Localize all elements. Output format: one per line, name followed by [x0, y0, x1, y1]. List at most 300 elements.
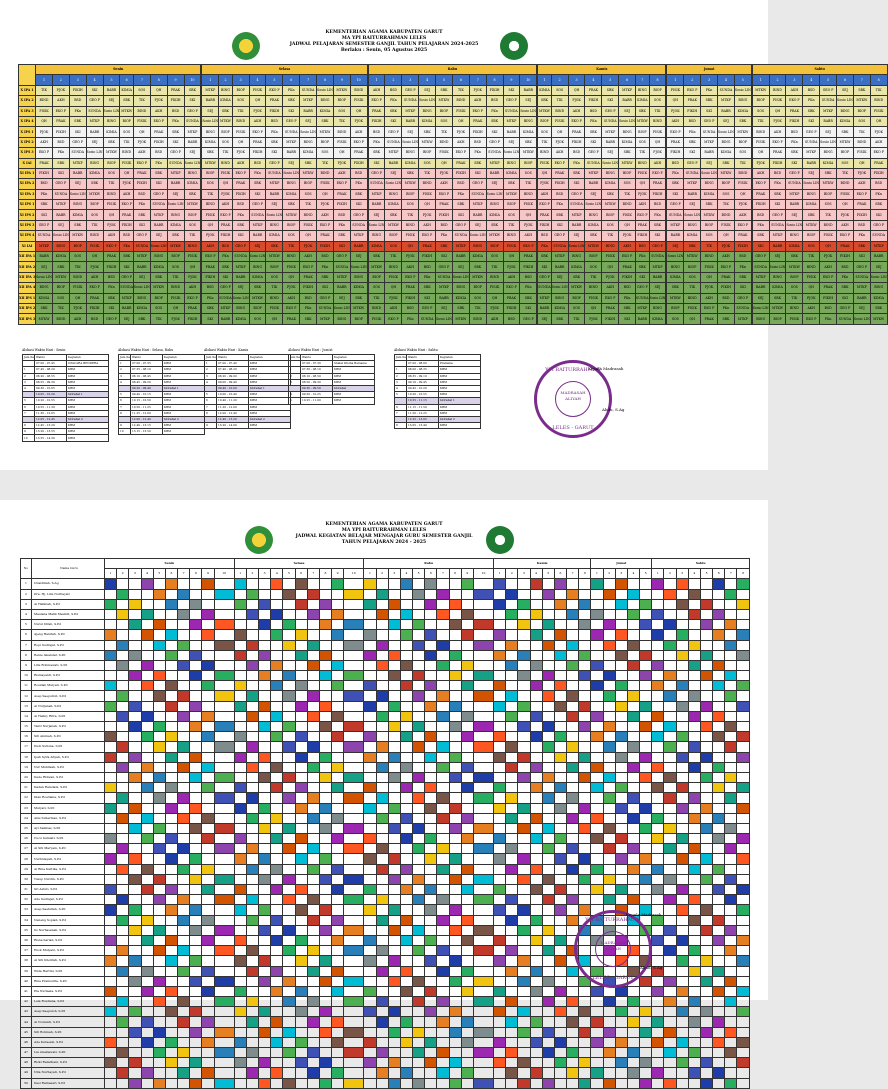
- teaching-slot: [202, 762, 214, 772]
- teaching-slot: [234, 966, 246, 976]
- teaching-slot: [725, 650, 737, 660]
- subject-cell: SBK: [266, 241, 283, 251]
- teaching-slot: [117, 905, 129, 915]
- teaching-slot: [246, 885, 258, 895]
- teaching-slot: [117, 711, 129, 721]
- subject-cell: SBK: [385, 106, 402, 116]
- subject-cell: BING: [333, 314, 350, 324]
- subject-cell: MTKW: [538, 106, 552, 116]
- subject-cell: EKO P: [436, 189, 453, 199]
- teaching-slot: [652, 620, 664, 630]
- teaching-slot: [259, 956, 271, 966]
- teaching-slot: [332, 711, 344, 721]
- subject-cell: BSD: [551, 189, 568, 199]
- teaching-slot: [202, 1037, 214, 1047]
- teaching-slot: [425, 1017, 437, 1027]
- teaching-slot: [494, 1048, 506, 1058]
- teaching-slot: [688, 956, 700, 966]
- teaching-slot: [332, 946, 344, 956]
- subject-cell: BIOP: [202, 168, 219, 178]
- teaching-slot: [554, 671, 566, 681]
- subject-cell: Sosio LIN: [436, 314, 453, 324]
- teaching-slot: [190, 966, 202, 976]
- teaching-slot: [530, 589, 542, 599]
- teaching-slot: [530, 986, 542, 996]
- subject-cell: PRAK: [300, 272, 317, 282]
- teaching-slot: [461, 834, 473, 844]
- teaching-slot: [105, 722, 117, 732]
- period-number: 2: [246, 569, 258, 579]
- teaching-slot: [307, 834, 319, 844]
- teaching-slot: [676, 1078, 688, 1088]
- teaching-slot: [117, 772, 129, 782]
- teaching-slot: [400, 1068, 412, 1078]
- teaching-slot: [117, 946, 129, 956]
- teaching-slot: [494, 956, 506, 966]
- teaching-slot: [473, 630, 493, 640]
- teaching-slot: [364, 671, 376, 681]
- subject-cell: Sosio LIN: [701, 168, 718, 178]
- teaching-slot: [190, 844, 202, 854]
- teacher-row: [21, 793, 750, 803]
- teaching-slot: [688, 589, 700, 599]
- teaching-slot: [153, 783, 165, 793]
- teaching-slot: [473, 1058, 493, 1068]
- teaching-slot: [178, 609, 190, 619]
- teaching-slot: [725, 609, 737, 619]
- subject-cell: QH: [232, 137, 249, 147]
- teaching-slot: [449, 976, 461, 986]
- teaching-slot: [283, 885, 295, 895]
- teaching-slot: [700, 1078, 712, 1088]
- subject-cell: BIOP: [219, 127, 233, 137]
- subject-cell: BIOP: [150, 293, 167, 303]
- teaching-slot: [676, 823, 688, 833]
- teaching-slot: [376, 925, 388, 935]
- teaching-slot: [449, 986, 461, 996]
- teaching-slot: [117, 609, 129, 619]
- teaching-slot: [246, 752, 258, 762]
- subject-cell: FISIK: [503, 241, 520, 251]
- time-table-cell: 10.25 - 11.00: [301, 398, 333, 404]
- subject-cell: Sosio LIN: [419, 96, 436, 106]
- teacher-name: Anis Suherman, S.Pd: [32, 813, 105, 823]
- teaching-slot: [307, 671, 319, 681]
- time-table-cell: 2: [395, 373, 407, 379]
- subject-cell: BIND: [585, 283, 602, 293]
- teaching-slot: [332, 772, 344, 782]
- teaching-slot: [449, 1017, 461, 1027]
- teacher-name: Ade Sudrajat, S.Pd: [32, 895, 105, 905]
- teaching-slot: [603, 997, 615, 1007]
- subject-cell: PRAK: [568, 127, 585, 137]
- teaching-slot: [737, 630, 750, 640]
- teaching-slot: [473, 589, 493, 599]
- teaching-slot: [615, 609, 627, 619]
- subject-cell: EKO P: [649, 168, 666, 178]
- teaching-slot: [676, 864, 688, 874]
- teaching-slot: [554, 650, 566, 660]
- teaching-slot: [737, 609, 750, 619]
- teaching-slot: [530, 691, 542, 701]
- subject-cell: QH: [184, 262, 201, 272]
- teaching-slot: [105, 783, 117, 793]
- teaching-slot: [129, 1078, 141, 1088]
- teaching-slot: [627, 599, 639, 609]
- teaching-slot: [640, 579, 652, 589]
- subject-cell: MTKW: [786, 262, 803, 272]
- day-header: Jumat: [591, 559, 652, 569]
- teacher-name: Lia Ameliawati, S.Pd: [32, 1048, 105, 1058]
- subject-cell: PKn: [585, 116, 602, 126]
- subject-cell: MTKP: [602, 127, 619, 137]
- teaching-slot: [271, 681, 283, 691]
- teaching-slot: [129, 650, 141, 660]
- subject-cell: FISIK: [368, 314, 385, 324]
- teaching-slot: [332, 864, 344, 874]
- teaching-slot: [388, 640, 400, 650]
- teaching-slot: [105, 1007, 117, 1017]
- subject-cell: PJOK: [283, 283, 300, 293]
- subject-cell: PKn: [317, 262, 334, 272]
- subject-cell: BING: [769, 272, 786, 282]
- subject-cell: MTKW: [184, 200, 201, 210]
- teaching-slot: [117, 671, 129, 681]
- teaching-slot: [506, 986, 518, 996]
- subject-cell: TIK: [300, 200, 317, 210]
- time-table-header: Waktu: [35, 355, 67, 361]
- subject-cell: GEO P: [317, 293, 334, 303]
- teaching-slot: [141, 711, 153, 721]
- teaching-slot: [400, 946, 412, 956]
- teaching-slot: [700, 691, 712, 701]
- teaching-slot: [271, 905, 283, 915]
- teaching-slot: [737, 1017, 750, 1027]
- teaching-slot: [664, 1078, 676, 1088]
- subject-cell: Sosio LIN: [300, 127, 317, 137]
- teacher-row: [21, 834, 750, 844]
- subject-cell: PKn: [486, 106, 503, 116]
- teaching-slot: [307, 783, 319, 793]
- teaching-slot: [129, 772, 141, 782]
- teaching-slot: [190, 1027, 202, 1037]
- teacher-number: 45: [21, 1027, 32, 1037]
- teaching-slot: [271, 966, 283, 976]
- teaching-slot: [425, 905, 437, 915]
- subject-cell: SKI: [86, 85, 103, 95]
- teaching-slot: [388, 599, 400, 609]
- period-number: 3: [701, 75, 718, 85]
- subject-cell: BABR: [368, 200, 385, 210]
- teaching-slot: [413, 793, 425, 803]
- subject-cell: MTKW: [402, 179, 419, 189]
- subject-cell: BING: [167, 210, 184, 220]
- subject-cell: BIND: [69, 272, 86, 282]
- teaching-slot: [259, 834, 271, 844]
- teaching-slot: [530, 681, 542, 691]
- teaching-slot: [567, 772, 579, 782]
- teaching-slot: [234, 752, 246, 762]
- teaching-slot: [494, 793, 506, 803]
- teaching-slot: [165, 793, 177, 803]
- teaching-slot: [271, 823, 283, 833]
- teaching-slot: [473, 599, 493, 609]
- teaching-slot: [554, 660, 566, 670]
- subject-cell: AKH: [402, 262, 419, 272]
- teaching-slot: [627, 986, 639, 996]
- teaching-slot: [319, 885, 331, 895]
- subject-cell: PRAK: [436, 200, 453, 210]
- signature2-name: Abdu, S.Ag: [640, 965, 663, 970]
- class-name: XII IPS 2: [19, 303, 36, 313]
- teaching-slot: [413, 834, 425, 844]
- subject-cell: SEJ: [452, 262, 469, 272]
- teaching-slot: [105, 640, 117, 650]
- teaching-slot: [178, 844, 190, 854]
- period-number: 2: [52, 75, 69, 85]
- teaching-slot: [425, 997, 437, 1007]
- teaching-slot: [737, 997, 750, 1007]
- teaching-slot: [652, 1027, 664, 1037]
- teaching-slot: [425, 742, 437, 752]
- subject-cell: MTKP: [786, 189, 803, 199]
- time-table-cell: 07.30 - 08.10: [301, 367, 333, 373]
- teaching-slot: [234, 1048, 246, 1058]
- teaching-slot: [579, 1027, 591, 1037]
- teaching-slot: [652, 589, 664, 599]
- teaching-slot: [129, 915, 141, 925]
- teaching-slot: [105, 803, 117, 813]
- teaching-slot: [627, 803, 639, 813]
- teaching-slot: [105, 579, 117, 589]
- teaching-slot: [141, 599, 153, 609]
- teaching-slot: [554, 579, 566, 589]
- subject-cell: PJOK: [538, 179, 552, 189]
- teaching-slot: [165, 946, 177, 956]
- teaching-slot: [178, 854, 190, 864]
- time-table-cell: KBM: [439, 373, 481, 379]
- teacher-name: Cucu Sumiati, S.Pd: [32, 834, 105, 844]
- teaching-slot: [449, 1058, 461, 1068]
- teaching-slot: [518, 671, 530, 681]
- subject-cell: BIND: [769, 85, 786, 95]
- subject-cell: MTKW: [249, 293, 266, 303]
- teaching-slot: [542, 609, 554, 619]
- teaching-slot: [319, 823, 331, 833]
- teaching-slot: [413, 630, 425, 640]
- teaching-slot: [664, 834, 676, 844]
- subject-cell: SKI: [452, 210, 469, 220]
- subject-cell: EKO P: [283, 303, 300, 313]
- teaching-slot: [141, 620, 153, 630]
- teacher-name: Dadan Ramdani, S.Pd: [32, 783, 105, 793]
- teaching-slot: [190, 976, 202, 986]
- teaching-slot: [461, 803, 473, 813]
- subject-cell: BIND: [419, 179, 436, 189]
- teaching-slot: [129, 976, 141, 986]
- teaching-slot: [129, 864, 141, 874]
- teaching-slot: [141, 1068, 153, 1078]
- subject-cell: SEJ: [585, 189, 602, 199]
- subject-cell: FIKIH: [452, 168, 469, 178]
- teaching-slot: [344, 935, 364, 945]
- subject-cell: FIKIH: [202, 272, 219, 282]
- subject-cell: MTKP: [469, 200, 486, 210]
- time-table-cell: 8: [205, 410, 217, 416]
- teaching-slot: [437, 691, 449, 701]
- time-table-cell: 1: [289, 367, 301, 373]
- teaching-slot: [603, 762, 615, 772]
- class-row: [19, 168, 888, 178]
- time-table-cell: 1: [395, 367, 407, 373]
- teaching-slot: [579, 589, 591, 599]
- teaching-slot: [178, 1048, 190, 1058]
- teaching-slot: [676, 915, 688, 925]
- teaching-slot: [676, 946, 688, 956]
- teaching-slot: [283, 997, 295, 1007]
- teaching-slot: [461, 599, 473, 609]
- subject-cell: SOS: [120, 127, 134, 137]
- teaching-slot: [332, 1017, 344, 1027]
- teaching-slot: [332, 732, 344, 742]
- teaching-slot: [473, 956, 493, 966]
- teaching-slot: [117, 925, 129, 935]
- subject-cell: BABR: [769, 241, 786, 251]
- subject-cell: PJOK: [769, 116, 786, 126]
- teaching-slot: [554, 823, 566, 833]
- class-row: [19, 231, 888, 241]
- subject-cell: SBK: [368, 252, 385, 262]
- teaching-slot: [259, 742, 271, 752]
- subject-cell: SUNDA: [734, 303, 751, 313]
- period-number: 7: [725, 569, 737, 579]
- teaching-slot: [259, 1068, 271, 1078]
- teaching-slot: [283, 589, 295, 599]
- teaching-slot: [425, 671, 437, 681]
- subject-cell: BIND: [167, 283, 184, 293]
- teaching-slot: [283, 1007, 295, 1017]
- subject-cell: QH: [870, 116, 887, 126]
- teaching-slot: [178, 671, 190, 681]
- subject-cell: GEO P: [803, 127, 820, 137]
- subject-cell: QH: [649, 137, 666, 147]
- teaching-slot: [567, 986, 579, 996]
- subject-cell: FIKIH: [649, 189, 666, 199]
- teaching-slot: [640, 783, 652, 793]
- teaching-slot: [376, 823, 388, 833]
- subject-cell: MTKP: [701, 137, 718, 147]
- teaching-slot: [246, 1048, 258, 1058]
- period-number: 6: [713, 569, 725, 579]
- subject-cell: PRAK: [837, 241, 854, 251]
- teaching-slot: [295, 885, 307, 895]
- subject-cell: BIOP: [520, 158, 537, 168]
- subject-cell: KIMIA: [667, 272, 684, 282]
- teaching-slot: [376, 885, 388, 895]
- teaching-slot: [688, 864, 700, 874]
- teaching-slot: [449, 762, 461, 772]
- subject-cell: TIK: [133, 96, 150, 106]
- teaching-slot: [105, 660, 117, 670]
- subject-cell: SEJ: [568, 231, 585, 241]
- teaching-slot: [700, 834, 712, 844]
- teaching-slot: [202, 630, 214, 640]
- teaching-slot: [713, 1037, 725, 1047]
- teaching-slot: [202, 599, 214, 609]
- teaching-slot: [319, 976, 331, 986]
- teaching-slot: [307, 762, 319, 772]
- subject-cell: MTKP: [486, 158, 503, 168]
- time-table-cell: 3: [289, 379, 301, 385]
- time-table-cell: KBM: [249, 404, 291, 410]
- teaching-slot: [518, 874, 530, 884]
- time-table-cell: KBM: [163, 404, 205, 410]
- teaching-slot: [713, 772, 725, 782]
- time-table-cell: KBM: [439, 392, 481, 398]
- subject-cell: TIK: [619, 189, 636, 199]
- teaching-slot: [283, 956, 295, 966]
- teaching-slot: [376, 997, 388, 1007]
- subject-cell: BIOP: [837, 148, 854, 158]
- teaching-slot: [153, 854, 165, 864]
- subject-cell: FISIK: [452, 106, 469, 116]
- teaching-slot: [676, 793, 688, 803]
- subject-cell: EKO P: [853, 189, 870, 199]
- teaching-slot: [105, 1017, 117, 1027]
- subject-cell: PKn: [283, 85, 300, 95]
- teaching-slot: [425, 1068, 437, 1078]
- teaching-slot: [413, 1068, 425, 1078]
- teaching-slot: [129, 925, 141, 935]
- teaching-slot: [506, 823, 518, 833]
- teaching-slot: [283, 854, 295, 864]
- subject-cell: QH: [86, 252, 103, 262]
- period-number: 2: [506, 569, 518, 579]
- teaching-slot: [178, 589, 190, 599]
- period-number: 3: [568, 75, 585, 85]
- teaching-slot: [725, 803, 737, 813]
- teaching-slot: [295, 732, 307, 742]
- teaching-slot: [141, 915, 153, 925]
- teaching-slot: [153, 844, 165, 854]
- subject-cell: KIMIA: [786, 241, 803, 251]
- subject-cell: GEO P: [585, 148, 602, 158]
- teaching-slot: [700, 793, 712, 803]
- teaching-slot: [105, 671, 117, 681]
- subject-cell: MTKW: [385, 220, 402, 230]
- subject-cell: BIND: [266, 293, 283, 303]
- subject-cell: MTKW: [803, 220, 820, 230]
- teaching-slot: [153, 579, 165, 589]
- subject-cell: BING: [219, 85, 233, 95]
- teaching-slot: [737, 752, 750, 762]
- teaching-slot: [725, 1017, 737, 1027]
- teaching-slot: [153, 722, 165, 732]
- subject-cell: SBK: [469, 158, 486, 168]
- teaching-slot: [688, 803, 700, 813]
- teaching-slot: [530, 874, 542, 884]
- teaching-slot: [664, 885, 676, 895]
- subject-cell: FIKIH: [619, 272, 636, 282]
- teaching-slot: [344, 650, 364, 660]
- teaching-slot: [530, 722, 542, 732]
- teaching-slot: [449, 874, 461, 884]
- teaching-slot: [105, 834, 117, 844]
- teacher-number: 29: [21, 864, 32, 874]
- subject-cell: GEO P: [870, 220, 887, 230]
- teaching-slot: [246, 823, 258, 833]
- subject-cell: PRAK: [317, 231, 334, 241]
